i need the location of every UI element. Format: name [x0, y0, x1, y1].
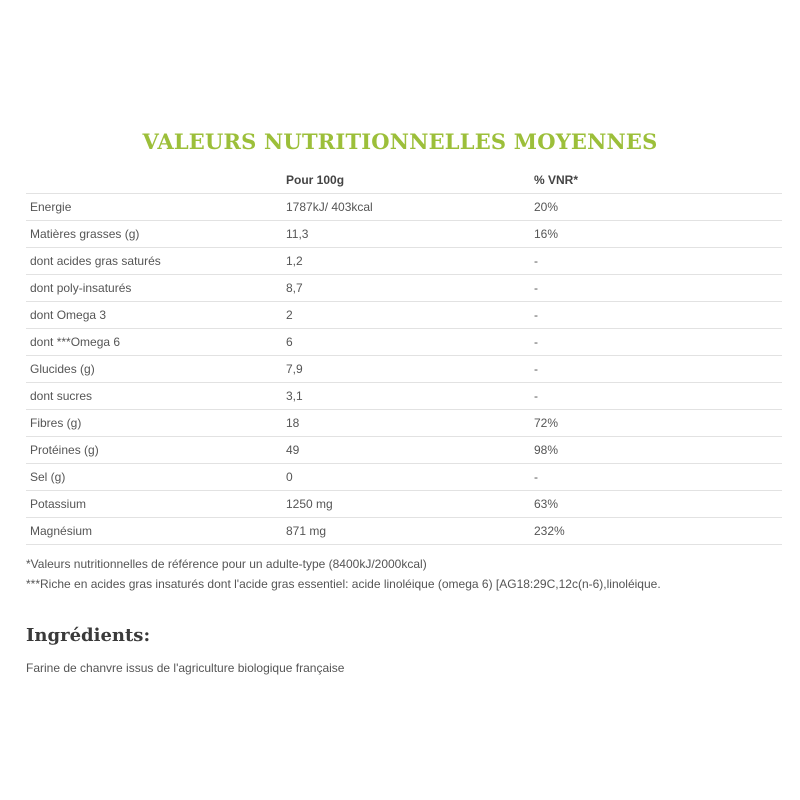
cell-vnr: 16% — [534, 221, 782, 248]
cell-per-100g: 0 — [286, 464, 534, 491]
table-header-row — [26, 166, 782, 194]
cell-per-100g: 7,9 — [286, 356, 534, 383]
ingredients-text: Farine de chanvre issus de l'agriculture biologique française — [26, 661, 345, 675]
cell-nutrient: Potassium — [26, 491, 286, 518]
cell-nutrient: dont poly-insaturés — [26, 275, 286, 302]
cell-per-100g: 1250 mg — [286, 491, 534, 518]
cell-vnr: 72% — [534, 410, 782, 437]
cell-vnr: - — [534, 248, 782, 275]
cell-per-100g: 2 — [286, 302, 534, 329]
nutrition-table — [26, 166, 782, 545]
cell-nutrient: Fibres (g) — [26, 410, 286, 437]
table-row — [26, 518, 782, 545]
cell-per-100g: 8,7 — [286, 275, 534, 302]
table-row — [26, 437, 782, 464]
cell-nutrient: Protéines (g) — [26, 437, 286, 464]
cell-per-100g: 49 — [286, 437, 534, 464]
column-header-per-100g: Pour 100g — [286, 166, 534, 194]
table-row — [26, 248, 782, 275]
column-header-vnr: % VNR* — [534, 166, 782, 194]
table-row — [26, 302, 782, 329]
cell-per-100g: 3,1 — [286, 383, 534, 410]
cell-vnr: - — [534, 302, 782, 329]
cell-nutrient: Matières grasses (g) — [26, 221, 286, 248]
cell-per-100g: 871 mg — [286, 518, 534, 545]
table-row — [26, 329, 782, 356]
table-row — [26, 491, 782, 518]
cell-nutrient: Sel (g) — [26, 464, 286, 491]
cell-vnr: - — [534, 383, 782, 410]
footnote-omega: ***Riche en acides gras insaturés dont l'acide gras essentiel: acide linoléique (omega 6) [AG18:29C,12c(n-6),linoléique. — [26, 577, 661, 591]
cell-nutrient: Magnésium — [26, 518, 286, 545]
footnote-vnr: *Valeurs nutritionnelles de référence pour un adulte-type (8400kJ/2000kcal) — [26, 557, 427, 571]
cell-per-100g: 11,3 — [286, 221, 534, 248]
cell-nutrient: dont Omega 3 — [26, 302, 286, 329]
cell-vnr: - — [534, 356, 782, 383]
table-row — [26, 275, 782, 302]
cell-nutrient: Glucides (g) — [26, 356, 286, 383]
cell-vnr: 20% — [534, 194, 782, 221]
cell-nutrient: Energie — [26, 194, 286, 221]
column-header-nutrient — [26, 166, 286, 194]
table-row — [26, 410, 782, 437]
cell-vnr: - — [534, 464, 782, 491]
ingredients-title: Ingrédients: — [26, 625, 151, 646]
page-title: VALEURS NUTRITIONNELLES MOYENNES — [142, 129, 658, 154]
cell-nutrient: dont sucres — [26, 383, 286, 410]
cell-per-100g: 18 — [286, 410, 534, 437]
cell-per-100g: 6 — [286, 329, 534, 356]
table-row — [26, 464, 782, 491]
cell-vnr: 63% — [534, 491, 782, 518]
table-row — [26, 194, 782, 221]
cell-per-100g: 1787kJ/ 403kcal — [286, 194, 534, 221]
cell-nutrient: dont ***Omega 6 — [26, 329, 286, 356]
cell-vnr: - — [534, 275, 782, 302]
table-row — [26, 356, 782, 383]
cell-vnr: 98% — [534, 437, 782, 464]
table-row — [26, 221, 782, 248]
table-row — [26, 383, 782, 410]
cell-vnr: 232% — [534, 518, 782, 545]
cell-vnr: - — [534, 329, 782, 356]
cell-nutrient: dont acides gras saturés — [26, 248, 286, 275]
cell-per-100g: 1,2 — [286, 248, 534, 275]
